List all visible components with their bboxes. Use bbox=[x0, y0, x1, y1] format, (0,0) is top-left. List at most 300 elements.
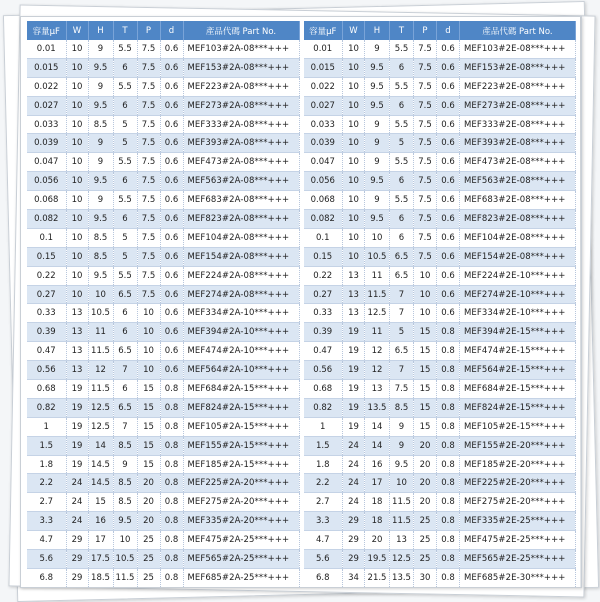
cell-pitch: 7.5 bbox=[137, 40, 160, 58]
cell-capacitance: 0.027 bbox=[304, 96, 343, 115]
cell-height: 14 bbox=[365, 417, 390, 436]
cell-height: 9.5 bbox=[365, 172, 390, 191]
cell-capacitance: 0.033 bbox=[304, 115, 343, 134]
table-row bbox=[27, 285, 299, 304]
cell-height: 9 bbox=[88, 191, 113, 210]
cell-width: 10 bbox=[343, 96, 365, 115]
cell-height: 9 bbox=[365, 191, 390, 210]
cell-diameter: 0.8 bbox=[160, 417, 183, 436]
table-header-row bbox=[304, 21, 576, 40]
cell-width: 10 bbox=[343, 58, 365, 77]
cell-thickness: 5 bbox=[390, 134, 414, 153]
cell-part-number: MEF333#2A-08***+++ bbox=[183, 115, 299, 134]
cell-pitch: 7.5 bbox=[137, 266, 160, 285]
cell-capacitance: 0.39 bbox=[27, 323, 66, 342]
cell-capacitance: 0.015 bbox=[304, 58, 343, 77]
cell-capacitance: 0.56 bbox=[27, 361, 66, 380]
cell-thickness: 11.5 bbox=[390, 512, 414, 531]
table-row bbox=[27, 115, 299, 134]
cell-diameter: 0.8 bbox=[437, 550, 460, 569]
cell-thickness: 7 bbox=[113, 361, 137, 380]
cell-pitch: 20 bbox=[414, 436, 437, 455]
cell-pitch: 15 bbox=[137, 398, 160, 417]
cell-capacitance: 0.039 bbox=[304, 134, 343, 153]
cell-capacitance: 1.5 bbox=[27, 436, 66, 455]
cell-thickness: 6 bbox=[113, 304, 137, 323]
cell-capacitance: 2.2 bbox=[27, 474, 66, 493]
cell-thickness: 5.5 bbox=[390, 153, 414, 172]
table-row bbox=[27, 323, 299, 342]
cell-part-number: MEF685#2A-25***+++ bbox=[183, 568, 299, 587]
cell-thickness: 7.5 bbox=[390, 380, 414, 399]
cell-pitch: 15 bbox=[137, 417, 160, 436]
table-row bbox=[304, 493, 576, 512]
cell-width: 10 bbox=[66, 228, 88, 247]
table-row bbox=[27, 493, 299, 512]
cell-height: 15 bbox=[88, 493, 113, 512]
table-row bbox=[27, 304, 299, 323]
cell-capacitance: 0.047 bbox=[304, 153, 343, 172]
table-row bbox=[27, 191, 299, 210]
cell-pitch: 7.5 bbox=[414, 172, 437, 191]
cell-capacitance: 0.1 bbox=[27, 228, 66, 247]
cell-height: 14 bbox=[88, 436, 113, 455]
cell-part-number: MEF155#2A-15***+++ bbox=[183, 436, 299, 455]
cell-pitch: 20 bbox=[414, 455, 437, 474]
cell-thickness: 7 bbox=[390, 285, 414, 304]
cell-height: 9 bbox=[88, 77, 113, 96]
cell-height: 9 bbox=[365, 153, 390, 172]
cell-thickness: 9 bbox=[390, 417, 414, 436]
cell-width: 19 bbox=[343, 323, 365, 342]
cell-pitch: 7.5 bbox=[414, 115, 437, 134]
cell-thickness: 5.5 bbox=[113, 153, 137, 172]
cell-diameter: 0.6 bbox=[437, 172, 460, 191]
cell-diameter: 0.6 bbox=[437, 285, 460, 304]
cell-diameter: 0.6 bbox=[160, 210, 183, 229]
cell-thickness: 9.5 bbox=[390, 455, 414, 474]
cell-capacitance: 0.47 bbox=[304, 342, 343, 361]
cell-diameter: 0.8 bbox=[437, 512, 460, 531]
cell-height: 12 bbox=[88, 361, 113, 380]
cell-height: 18 bbox=[365, 512, 390, 531]
cell-diameter: 0.6 bbox=[437, 304, 460, 323]
cell-diameter: 0.6 bbox=[160, 342, 183, 361]
header-part-number: 產品代碼 Part No. bbox=[460, 21, 576, 40]
cell-diameter: 0.6 bbox=[160, 247, 183, 266]
cell-capacitance: 0.039 bbox=[27, 134, 66, 153]
cell-capacitance: 2.2 bbox=[304, 474, 343, 493]
cell-pitch: 15 bbox=[414, 361, 437, 380]
cell-capacitance: 0.33 bbox=[27, 304, 66, 323]
table-row bbox=[27, 512, 299, 531]
table-row bbox=[304, 58, 576, 77]
cell-height: 14.5 bbox=[88, 455, 113, 474]
cell-part-number: MEF104#2E-08***+++ bbox=[460, 228, 576, 247]
cell-diameter: 0.6 bbox=[160, 285, 183, 304]
cell-thickness: 6 bbox=[113, 58, 137, 77]
cell-capacitance: 0.22 bbox=[27, 266, 66, 285]
cell-pitch: 10 bbox=[137, 323, 160, 342]
cell-part-number: MEF223#2E-08***+++ bbox=[460, 77, 576, 96]
cell-thickness: 8.5 bbox=[113, 493, 137, 512]
cell-part-number: MEF683#2E-08***+++ bbox=[460, 191, 576, 210]
cell-width: 29 bbox=[66, 550, 88, 569]
cell-thickness: 6 bbox=[113, 210, 137, 229]
cell-pitch: 7.5 bbox=[137, 134, 160, 153]
cell-part-number: MEF185#2E-20***+++ bbox=[460, 455, 576, 474]
cell-diameter: 0.8 bbox=[160, 550, 183, 569]
cell-part-number: MEF275#2A-20***+++ bbox=[183, 493, 299, 512]
cell-thickness: 8.5 bbox=[113, 436, 137, 455]
cell-part-number: MEF563#2A-08***+++ bbox=[183, 172, 299, 191]
cell-diameter: 0.8 bbox=[160, 455, 183, 474]
header-diameter: d bbox=[437, 21, 460, 40]
cell-part-number: MEF275#2E-20***+++ bbox=[460, 493, 576, 512]
cell-diameter: 0.6 bbox=[160, 58, 183, 77]
cell-capacitance: 0.068 bbox=[304, 191, 343, 210]
cell-thickness: 8.5 bbox=[113, 474, 137, 493]
cell-height: 11 bbox=[88, 323, 113, 342]
cell-width: 10 bbox=[66, 172, 88, 191]
cell-diameter: 0.8 bbox=[160, 398, 183, 417]
table-row bbox=[304, 266, 576, 285]
cell-part-number: MEF103#2E-08***+++ bbox=[460, 40, 576, 58]
table-row bbox=[304, 134, 576, 153]
table-row bbox=[27, 172, 299, 191]
cell-width: 24 bbox=[343, 474, 365, 493]
cell-pitch: 25 bbox=[414, 512, 437, 531]
cell-height: 16 bbox=[365, 455, 390, 474]
table-row bbox=[27, 228, 299, 247]
cell-diameter: 0.6 bbox=[437, 77, 460, 96]
cell-width: 19 bbox=[66, 417, 88, 436]
cell-height: 11 bbox=[365, 323, 390, 342]
cell-width: 24 bbox=[343, 436, 365, 455]
cell-thickness: 9.5 bbox=[113, 512, 137, 531]
cell-capacitance: 0.15 bbox=[304, 247, 343, 266]
cell-part-number: MEF155#2E-20***+++ bbox=[460, 436, 576, 455]
table-row bbox=[304, 77, 576, 96]
cell-pitch: 10 bbox=[414, 266, 437, 285]
table-row bbox=[304, 380, 576, 399]
cell-thickness: 7 bbox=[390, 304, 414, 323]
cell-width: 29 bbox=[66, 531, 88, 550]
cell-thickness: 6 bbox=[390, 96, 414, 115]
cell-height: 20 bbox=[365, 531, 390, 550]
cell-pitch: 7.5 bbox=[137, 77, 160, 96]
cell-capacitance: 0.1 bbox=[304, 228, 343, 247]
cell-width: 10 bbox=[343, 77, 365, 96]
table-row bbox=[27, 247, 299, 266]
cell-height: 13.5 bbox=[365, 398, 390, 417]
cell-pitch: 7.5 bbox=[137, 228, 160, 247]
cell-diameter: 0.6 bbox=[437, 58, 460, 77]
cell-thickness: 5 bbox=[113, 247, 137, 266]
cell-part-number: MEF824#2E-15***+++ bbox=[460, 398, 576, 417]
cell-diameter: 0.6 bbox=[160, 172, 183, 191]
cell-pitch: 7.5 bbox=[414, 58, 437, 77]
cell-diameter: 0.8 bbox=[160, 568, 183, 587]
cell-thickness: 5 bbox=[390, 323, 414, 342]
cell-diameter: 0.6 bbox=[160, 153, 183, 172]
cell-part-number: MEF393#2A-08***+++ bbox=[183, 134, 299, 153]
cell-diameter: 0.8 bbox=[437, 568, 460, 587]
cell-thickness: 9 bbox=[390, 436, 414, 455]
cell-part-number: MEF475#2A-25***+++ bbox=[183, 531, 299, 550]
cell-height: 9.5 bbox=[88, 266, 113, 285]
cell-diameter: 0.8 bbox=[437, 342, 460, 361]
cell-pitch: 20 bbox=[137, 512, 160, 531]
table-row bbox=[304, 398, 576, 417]
cell-height: 11.5 bbox=[365, 285, 390, 304]
cell-part-number: MEF565#2A-25***+++ bbox=[183, 550, 299, 569]
cell-diameter: 0.6 bbox=[160, 40, 183, 58]
cell-width: 34 bbox=[343, 568, 365, 587]
cell-height: 21.5 bbox=[365, 568, 390, 587]
cell-pitch: 7.5 bbox=[414, 228, 437, 247]
table-row bbox=[27, 342, 299, 361]
table-row bbox=[304, 172, 576, 191]
cell-part-number: MEF273#2E-08***+++ bbox=[460, 96, 576, 115]
cell-height: 9.5 bbox=[88, 58, 113, 77]
cell-width: 10 bbox=[66, 96, 88, 115]
cell-diameter: 0.8 bbox=[437, 455, 460, 474]
cell-thickness: 13 bbox=[390, 531, 414, 550]
header-thickness: T bbox=[390, 21, 414, 40]
table-row bbox=[27, 134, 299, 153]
cell-width: 19 bbox=[66, 455, 88, 474]
table-row bbox=[304, 550, 576, 569]
cell-thickness: 5.5 bbox=[113, 40, 137, 58]
cell-thickness: 5 bbox=[113, 228, 137, 247]
cell-width: 10 bbox=[343, 172, 365, 191]
cell-pitch: 20 bbox=[414, 474, 437, 493]
cell-pitch: 15 bbox=[137, 380, 160, 399]
cell-thickness: 5 bbox=[113, 115, 137, 134]
header-part-number: 產品代碼 Part No. bbox=[183, 21, 299, 40]
cell-height: 8.5 bbox=[88, 228, 113, 247]
table-row bbox=[27, 96, 299, 115]
cell-height: 9 bbox=[365, 40, 390, 58]
cell-thickness: 6 bbox=[113, 172, 137, 191]
cell-pitch: 15 bbox=[414, 398, 437, 417]
cell-pitch: 30 bbox=[414, 568, 437, 587]
cell-height: 16 bbox=[88, 512, 113, 531]
cell-part-number: MEF684#2A-15***+++ bbox=[183, 380, 299, 399]
cell-height: 12.5 bbox=[365, 304, 390, 323]
cell-width: 29 bbox=[343, 531, 365, 550]
cell-part-number: MEF334#2E-10***+++ bbox=[460, 304, 576, 323]
cell-height: 17.5 bbox=[88, 550, 113, 569]
header-height: H bbox=[88, 21, 113, 40]
cell-part-number: MEF224#2A-08***+++ bbox=[183, 266, 299, 285]
cell-pitch: 15 bbox=[414, 380, 437, 399]
cell-diameter: 0.8 bbox=[437, 380, 460, 399]
cell-capacitance: 0.056 bbox=[304, 172, 343, 191]
cell-thickness: 10 bbox=[390, 474, 414, 493]
cell-thickness: 6 bbox=[390, 210, 414, 229]
cell-capacitance: 4.7 bbox=[304, 531, 343, 550]
cell-pitch: 25 bbox=[137, 550, 160, 569]
cell-pitch: 7.5 bbox=[137, 96, 160, 115]
table-row bbox=[304, 323, 576, 342]
table-row bbox=[304, 40, 576, 58]
cell-width: 19 bbox=[66, 380, 88, 399]
cell-width: 10 bbox=[66, 134, 88, 153]
cell-capacitance: 0.27 bbox=[304, 285, 343, 304]
cell-capacitance: 3.3 bbox=[304, 512, 343, 531]
paper-sheet-front bbox=[20, 16, 582, 588]
cell-pitch: 7.5 bbox=[137, 58, 160, 77]
cell-part-number: MEF335#2A-20***+++ bbox=[183, 512, 299, 531]
cell-capacitance: 0.01 bbox=[27, 40, 66, 58]
cell-part-number: MEF824#2A-15***+++ bbox=[183, 398, 299, 417]
cell-width: 10 bbox=[343, 115, 365, 134]
cell-height: 10.5 bbox=[88, 304, 113, 323]
cell-diameter: 0.6 bbox=[437, 210, 460, 229]
cell-width: 19 bbox=[343, 361, 365, 380]
spec-table-right bbox=[304, 21, 577, 588]
cell-diameter: 0.6 bbox=[437, 266, 460, 285]
cell-width: 10 bbox=[66, 58, 88, 77]
cell-width: 29 bbox=[66, 568, 88, 587]
cell-part-number: MEF103#2A-08***+++ bbox=[183, 40, 299, 58]
table-row bbox=[27, 398, 299, 417]
table-row bbox=[304, 191, 576, 210]
cell-capacitance: 2.7 bbox=[304, 493, 343, 512]
cell-height: 14.5 bbox=[88, 474, 113, 493]
cell-height: 9.5 bbox=[365, 77, 390, 96]
cell-height: 10.5 bbox=[365, 247, 390, 266]
cell-thickness: 6 bbox=[113, 96, 137, 115]
table-row bbox=[27, 361, 299, 380]
cell-width: 13 bbox=[343, 266, 365, 285]
table-row bbox=[27, 266, 299, 285]
cell-part-number: MEF274#2E-10***+++ bbox=[460, 285, 576, 304]
cell-width: 13 bbox=[343, 285, 365, 304]
table-row bbox=[27, 40, 299, 58]
cell-width: 13 bbox=[66, 361, 88, 380]
cell-thickness: 5 bbox=[113, 134, 137, 153]
cell-capacitance: 1 bbox=[304, 417, 343, 436]
cell-capacitance: 0.82 bbox=[27, 398, 66, 417]
cell-height: 18 bbox=[365, 493, 390, 512]
cell-diameter: 0.8 bbox=[437, 474, 460, 493]
cell-pitch: 7.5 bbox=[137, 172, 160, 191]
cell-diameter: 0.8 bbox=[160, 436, 183, 455]
cell-pitch: 7.5 bbox=[414, 247, 437, 266]
table-row bbox=[27, 77, 299, 96]
cell-part-number: MEF394#2E-15***+++ bbox=[460, 323, 576, 342]
cell-width: 24 bbox=[343, 493, 365, 512]
cell-capacitance: 0.68 bbox=[304, 380, 343, 399]
cell-capacitance: 0.033 bbox=[27, 115, 66, 134]
table-row bbox=[304, 436, 576, 455]
cell-capacitance: 0.33 bbox=[304, 304, 343, 323]
cell-pitch: 10 bbox=[414, 304, 437, 323]
cell-thickness: 5.5 bbox=[113, 77, 137, 96]
cell-diameter: 0.6 bbox=[160, 228, 183, 247]
cell-width: 10 bbox=[66, 40, 88, 58]
cell-width: 10 bbox=[66, 153, 88, 172]
header-width: W bbox=[343, 21, 365, 40]
cell-part-number: MEF473#2A-08***+++ bbox=[183, 153, 299, 172]
cell-part-number: MEF185#2A-15***+++ bbox=[183, 455, 299, 474]
cell-pitch: 15 bbox=[414, 342, 437, 361]
table-row bbox=[27, 436, 299, 455]
cell-capacitance: 0.27 bbox=[27, 285, 66, 304]
table-row bbox=[304, 115, 576, 134]
cell-pitch: 7.5 bbox=[137, 210, 160, 229]
cell-diameter: 0.6 bbox=[160, 266, 183, 285]
cell-pitch: 7.5 bbox=[137, 285, 160, 304]
cell-pitch: 25 bbox=[414, 531, 437, 550]
cell-pitch: 7.5 bbox=[414, 191, 437, 210]
cell-pitch: 7.5 bbox=[137, 247, 160, 266]
cell-diameter: 0.6 bbox=[437, 115, 460, 134]
cell-pitch: 7.5 bbox=[414, 153, 437, 172]
cell-thickness: 11.5 bbox=[390, 493, 414, 512]
cell-diameter: 0.6 bbox=[437, 40, 460, 58]
cell-width: 10 bbox=[66, 115, 88, 134]
cell-height: 12.5 bbox=[88, 417, 113, 436]
cell-part-number: MEF684#2E-15***+++ bbox=[460, 380, 576, 399]
cell-width: 29 bbox=[343, 550, 365, 569]
cell-diameter: 0.6 bbox=[437, 134, 460, 153]
cell-height: 17 bbox=[88, 531, 113, 550]
cell-width: 24 bbox=[66, 512, 88, 531]
cell-width: 13 bbox=[66, 323, 88, 342]
cell-thickness: 5.5 bbox=[390, 40, 414, 58]
cell-diameter: 0.6 bbox=[437, 153, 460, 172]
cell-capacitance: 0.082 bbox=[27, 210, 66, 229]
cell-part-number: MEF823#2E-08***+++ bbox=[460, 210, 576, 229]
cell-width: 10 bbox=[66, 266, 88, 285]
cell-height: 9 bbox=[365, 115, 390, 134]
cell-part-number: MEF154#2A-08***+++ bbox=[183, 247, 299, 266]
cell-thickness: 12.5 bbox=[390, 550, 414, 569]
cell-capacitance: 6.8 bbox=[304, 568, 343, 587]
cell-width: 13 bbox=[66, 304, 88, 323]
cell-capacitance: 0.01 bbox=[304, 40, 343, 58]
cell-thickness: 6 bbox=[113, 323, 137, 342]
cell-part-number: MEF224#2E-10***+++ bbox=[460, 266, 576, 285]
cell-thickness: 9 bbox=[113, 455, 137, 474]
cell-part-number: MEF333#2E-08***+++ bbox=[460, 115, 576, 134]
cell-thickness: 5.5 bbox=[390, 77, 414, 96]
cell-width: 13 bbox=[343, 304, 365, 323]
cell-thickness: 6.5 bbox=[113, 285, 137, 304]
table-row bbox=[27, 550, 299, 569]
table-row bbox=[304, 417, 576, 436]
cell-height: 8.5 bbox=[88, 115, 113, 134]
cell-pitch: 25 bbox=[137, 568, 160, 587]
cell-width: 10 bbox=[66, 285, 88, 304]
table-header-row bbox=[27, 21, 299, 40]
table-row bbox=[27, 568, 299, 587]
cell-part-number: MEF473#2E-08***+++ bbox=[460, 153, 576, 172]
cell-capacitance: 0.047 bbox=[27, 153, 66, 172]
cell-height: 9.5 bbox=[365, 210, 390, 229]
cell-thickness: 6.5 bbox=[390, 266, 414, 285]
table-row bbox=[304, 361, 576, 380]
cell-width: 10 bbox=[66, 210, 88, 229]
cell-height: 9.5 bbox=[88, 96, 113, 115]
cell-thickness: 5.5 bbox=[113, 266, 137, 285]
cell-part-number: MEF225#2A-20***+++ bbox=[183, 474, 299, 493]
cell-thickness: 7 bbox=[113, 417, 137, 436]
